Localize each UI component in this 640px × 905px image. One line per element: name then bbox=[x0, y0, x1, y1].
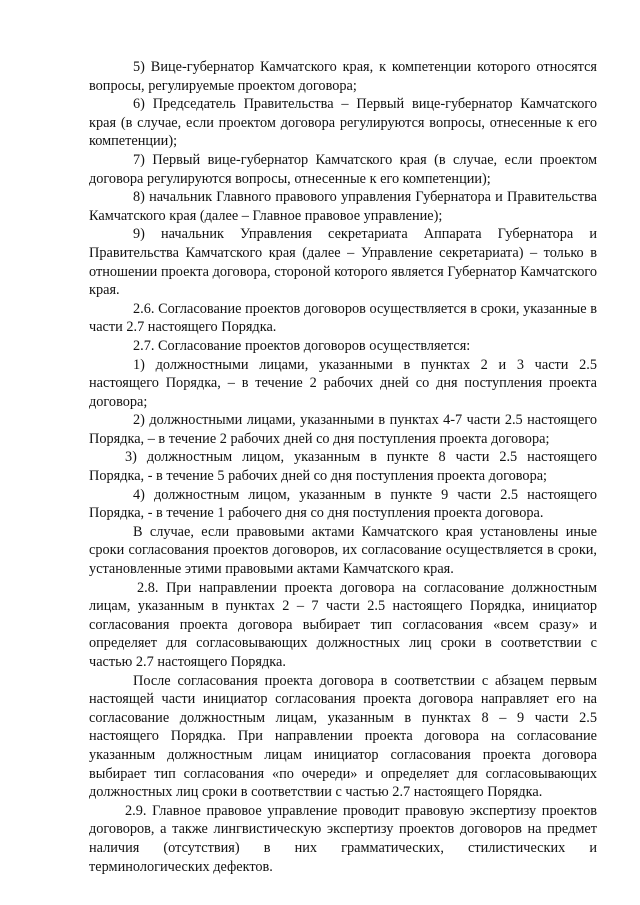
paragraph-item-6: 6) Председатель Правительства – Первый вице-губернатор Камчатского края (в случае, если проектом договора регулируются вопросы, отнесенные к его компетенции); bbox=[89, 96, 597, 150]
paragraph-deadline-1: 1) должностными лицами, указанными в пунктах 2 и 3 части 2.5 настоящего Порядка, – в течение 2 рабочих дней со дня поступления проекта договора; bbox=[89, 356, 597, 410]
paragraph-item-9: 9) начальник Управления секретариата Аппарата Губернатора и Правительства Камчатского края (далее – Управление секретариата) – только в отношении проекта договора, стороной которого является Губернатор Камчатского края. bbox=[89, 226, 597, 299]
paragraph-section-2-7: 2.7. Согласование проектов договоров осуществляется: bbox=[133, 337, 471, 354]
paragraph-deadline-3: 3) должностным лицом, указанным в пункте 8 части 2.5 настоящего Порядка, - в течение 5 рабочих дней со дня поступления проекта договора; bbox=[89, 449, 597, 485]
paragraph-item-5: 5) Вице-губернатор Камчатского края, к компетенции которого относятся вопросы, регулируемые проектом договора; bbox=[89, 59, 597, 94]
paragraph-section-2-8: 2.8. При направлении проекта договора на согласование должностным лицам, указанным в пунктах 2 – 7 части 2.5 настоящего Порядка, инициатор согласования проекта договора выбирает тип согласования «всем сразу» и определяет для согласовывающих должностных лиц сроки в соответствии с частью 2.7 настоящего Порядка. bbox=[89, 579, 597, 670]
paragraph-section-2-9: 2.9. Главное правовое управление проводит правовую экспертизу проектов договоров, а также лингвистическую экспертизу проектов договоров на предмет наличия (отсутствия) в них грамматических, стилистических и терминологических дефектов. bbox=[89, 802, 597, 875]
paragraph-deadline-4: 4) должностным лицом, указанным в пункте 9 части 2.5 настоящего Порядка, - в течение 1 рабочего дня со дня поступления проекта договора. bbox=[89, 486, 597, 522]
paragraph-after-approval: После согласования проекта договора в соответствии с абзацем первым настоящей части инициатор согласования проекта договора направляет его на согласование должностным лицам, указанным в пунктах 8 – 9 части 2.5 настоящего Порядка. При направлении проекта договора на согласование указанным должностным лицам инициатор согласования проекта договора выбирает тип согласования «по очереди» и определяет для согласовывающих должностных лиц сроки в соответствии с частью 2.7 настоящего Порядка. bbox=[89, 672, 597, 801]
paragraph-item-7: 7) Первый вице-губернатор Камчатского края (в случае, если проектом договора регулируются вопросы, отнесенные к его компетенции); bbox=[89, 151, 597, 187]
paragraph-item-8: 8) начальник Главного правового управления Губернатора и Правительства Камчатского края (далее – Главное правовое управление); bbox=[89, 189, 597, 224]
document-page bbox=[89, 58, 597, 876]
paragraph-deadline-2: 2) должностными лицами, указанными в пунктах 4-7 части 2.5 настоящего Порядка, – в течение 2 рабочих дней со дня поступления проекта договора; bbox=[89, 412, 597, 447]
paragraph-other-deadlines: В случае, если правовыми актами Камчатского края установлены иные сроки согласования проектов договоров, их согласование осуществляется в сроки, установленные этими правовыми актами Камчатского края. bbox=[89, 523, 597, 578]
paragraph-section-2-6: 2.6. Согласование проектов договоров осуществляется в сроки, указанные в части 2.7 настоящего Порядка. bbox=[89, 300, 597, 336]
